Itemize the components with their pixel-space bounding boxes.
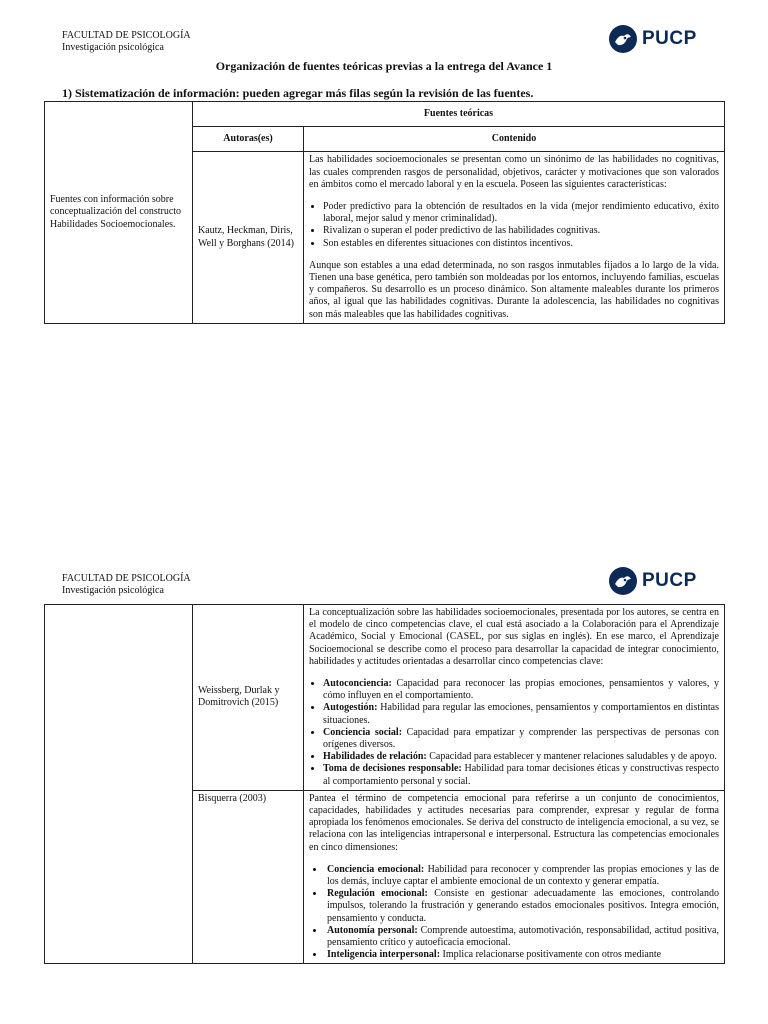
authors: Weissberg, Durlak y Domitrovich (2015) [198,685,280,709]
list-item: • Habilidades de relación: Capacidad para establecer y mantener relaciones saludables y de apoyo. [323,751,719,763]
content-cell [304,152,725,323]
row-label: Fuentes con información sobre conceptualización del constructo Habilidades Socioemocionales. [50,194,182,230]
list-item: • Poder predictivo para la obtención de resultados en la vida (mejor rendimiento educativo, éxito laboral, mejor salud y menor criminalidad). [323,201,719,225]
pucp-logo [608,24,697,54]
list-item: • Autoconciencia: Capacidad para reconocer las propias emociones, pensamientos y valores, y cómo influyen en el comportamiento. [323,678,719,702]
authors-cell [193,152,304,323]
pucp-emblem-icon [608,566,638,596]
list-item: • Autogestión: Habilidad para regular las emociones, pensamientos y comportamientos en distintas situaciones. [323,702,719,726]
sources-table-continued [44,604,725,964]
list-item: • Regulación emocional: Consiste en gestionar adecuadamente las emociones, controlando impulsos, tolerando la frustración y generando estados emocionales positivos. Integra emoción, pensamiento y conducta. [325,888,719,925]
row-label-cell [45,102,193,324]
document-page-2 [0,560,768,1024]
faculty-name: FACULTAD DE PSICOLOGÍA [62,573,191,584]
sources-table [44,101,725,324]
pucp-logo [608,566,697,596]
table-row [45,605,725,791]
table-header-row [45,102,725,127]
content-cell [304,790,725,964]
document-title: Organización de fuentes teóricas previas a la entrega del Avance 1 [215,59,553,73]
logo-text: PUCP [642,570,697,591]
list-item: • Conciencia emocional: Habilidad para reconocer y comprender las propias emociones y las de los demás, incluye captar el ambiente emocional de un contexto y generar empatía. [325,864,719,888]
authors-cell [193,790,304,964]
faculty-header [62,573,191,597]
list-item: • Rivalizan o superan el poder predictivo de las habilidades cognitivas. [323,225,719,237]
row-label-cell-empty [45,605,193,964]
authors: Kautz, Heckman, Diris, Well y Borghans (2014) [198,225,294,249]
logo-text: PUCP [642,28,697,49]
section-title: 1) Sistematización de información: pueden agregar más filas según la revisión de las fuentes. [62,86,534,100]
course-name: Investigación psicológica [62,585,164,596]
list-item: • Toma de decisiones responsable: Habilidad para tomar decisiones éticas y constructivas respecto al comportamiento personal y social. [323,763,719,787]
list-item: • Autonomía personal: Comprende autoestima, automotivación, responsabilidad, actitud positiva, pensamiento crítico y autoeficacia emocional. [325,925,719,949]
authors: Bisquerra (2003) [198,792,267,804]
group-header: Fuentes teóricas [193,102,725,127]
faculty-header [62,30,191,54]
list-item: • Inteligencia interpersonal: Implica relacionarse positivamente con otros mediante [325,949,719,961]
list-item: • Son estables en diferentes situaciones con distintos incentivos. [323,238,719,250]
list-item: • Conciencia social: Capacidad para empatizar y comprender las perspectivas de personas con orígenes diversos. [323,727,719,751]
col-header-content: Contenido [304,127,725,152]
content-outro: Aunque son estables a una edad determinada, no son rasgos inmutables fijados a lo largo de la vida. Tienen una base genética, pero también son moldeadas por los entornos, incluyendo familias, escuelas y compañeros. Su desarrollo es un proceso dinámico. Son altamente maleables durante los primeros años, al igual que las habilidades cognitivas. Durante la adolescencia, las habilidades no cognitivas son más maleables que las habilidades cognitivas. [309,259,719,320]
content-intro: La conceptualización sobre las habilidades socioemocionales, presentada por los autores, se centra en el modelo de cinco competencias clave, el cual está asociado a la Colaboración para el Aprendizaje Académico, Social y Emocional (CASEL, por sus siglas en inglés). En ese marco, el Aprendizaje Socioemocional se describe como el proceso para desarrollar la capacidad de integrar conocimiento, habilidades y actitudes orientadas a desarrollar cinco competencias clave: [309,607,719,667]
content-list [309,678,719,788]
authors-cell [193,605,304,791]
pucp-emblem-icon [608,24,638,54]
page-break [0,540,768,560]
content-cell [304,605,725,791]
content-intro: Las habilidades socioemocionales se presentan como un sinónimo de las habilidades no cognitivas, las cuales comprenden rasgos de personalidad, objetivos, carácter y motivaciones que son valorados en ámbitos como el mercado laboral y en la escuela. Poseen las siguientes características: [309,154,719,190]
course-name: Investigación psicológica [62,42,164,53]
content-list [309,864,719,962]
content-list [309,201,719,250]
col-header-authors: Autoras(es) [193,127,304,152]
faculty-name: FACULTAD DE PSICOLOGÍA [62,30,191,41]
content-intro: Pantea el término de competencia emocional para referirse a un conjunto de conocimientos, capacidades, habilidades y actitudes necesarias para comprender, expresar y regular de forma apropiada los fenómenos emocionales. Se deriva del constructo de inteligencia emocional, a su vez, se relaciona con las inteligencias intrapersonal e interpersonal. Estructura las competencias emocionales en cinco dimensiones: [309,792,719,853]
